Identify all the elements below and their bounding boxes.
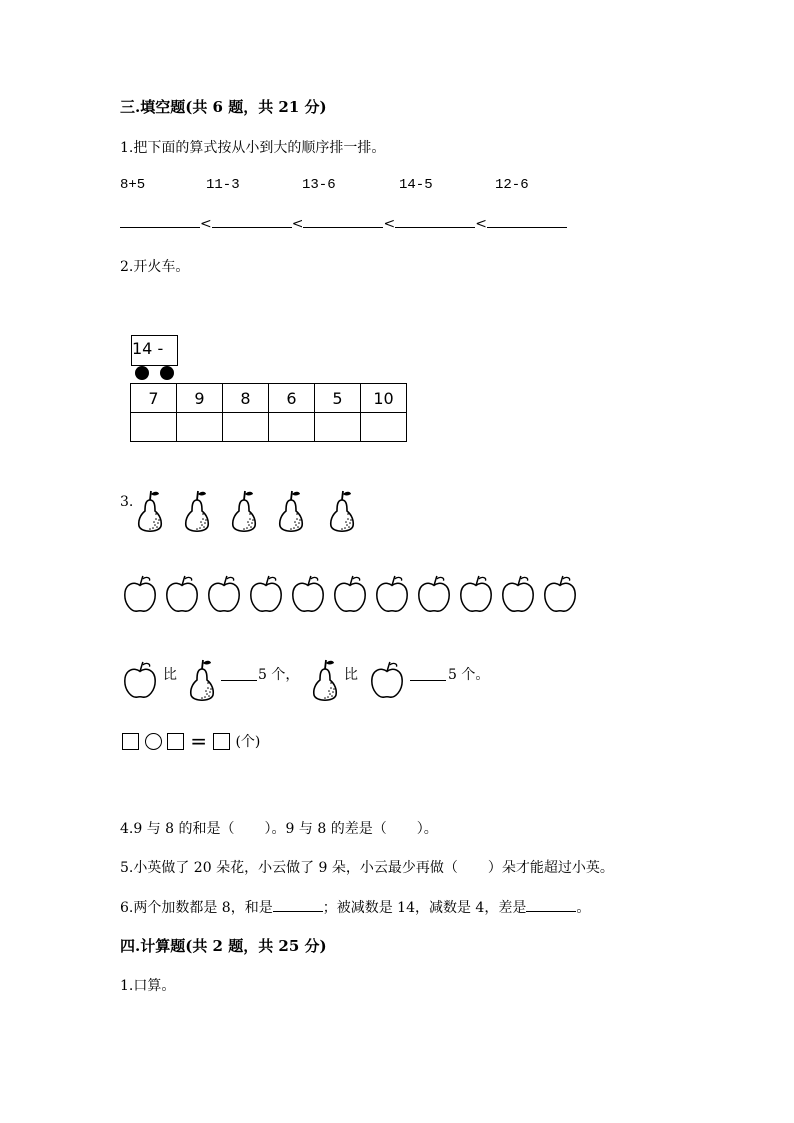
q3-number: 3. — [120, 494, 134, 510]
apple-icon — [163, 573, 201, 615]
train-wheel-left — [135, 366, 149, 380]
pear-icon — [177, 487, 217, 535]
q1-expr-2: 11-3 — [206, 177, 240, 193]
train-engine — [131, 335, 178, 366]
less-than: < — [200, 216, 212, 232]
q1-order-line — [120, 216, 567, 232]
less-than: < — [475, 216, 487, 232]
train-car-number: 6 — [269, 384, 315, 413]
apple-icon — [368, 659, 406, 701]
section-4-title: 四.计算题(共 2 题，共 25 分) — [120, 937, 327, 955]
q2-text: 2.开火车。 — [120, 259, 190, 275]
apple-icon — [289, 573, 327, 615]
train-answer-cell[interactable] — [131, 413, 177, 442]
q3-equation — [122, 729, 260, 753]
less-than: < — [383, 216, 396, 232]
q1-expr-5: 12-6 — [495, 177, 529, 193]
q5-part-1: 5.小英做了 20 朵花，小云做了 9 朵，小云最少再做（ — [120, 860, 458, 876]
pear-icon — [224, 487, 264, 535]
pear-icon — [322, 487, 362, 535]
train-car-number: 8 — [223, 384, 269, 413]
q3-blank-1[interactable] — [221, 666, 257, 681]
q1-blank-3[interactable] — [303, 227, 383, 228]
q1-expr-4: 14-5 — [399, 177, 433, 193]
q3-bi-2: 比 — [344, 667, 358, 683]
apple-icon — [205, 573, 243, 615]
train-car-number: 9 — [177, 384, 223, 413]
apple-icon — [373, 573, 411, 615]
apple-icon — [121, 573, 159, 615]
equals-sign: = — [190, 729, 207, 753]
pear-icon — [305, 656, 345, 704]
pear-icon — [182, 656, 222, 704]
q1-blank-5[interactable] — [487, 227, 567, 228]
q3-bi-1: 比 — [163, 667, 177, 683]
q6-part-1: 6.两个加数都是 8，和是 — [120, 900, 273, 916]
train-cars — [130, 383, 407, 442]
q6-part-2: ；被减数是 14，减数是 4，差是 — [322, 900, 527, 916]
q3-blank-2[interactable] — [410, 666, 446, 681]
q1-blank-1[interactable] — [120, 227, 200, 228]
answer-box[interactable] — [167, 733, 184, 750]
q4-part-2: ）。9 与 8 的差是（ — [264, 821, 387, 837]
q4-text — [120, 818, 438, 838]
q5-part-2: ）朵才能超过小英。 — [487, 860, 614, 876]
train-engine-label: 14 - — [132, 339, 164, 358]
train-answer-cell[interactable] — [223, 413, 269, 442]
apple-icon — [121, 659, 159, 701]
train-car-number: 10 — [361, 384, 407, 413]
less-than: < — [291, 216, 304, 232]
q5-text — [120, 857, 614, 877]
train-answer-cell[interactable] — [315, 413, 361, 442]
train-answer-cell[interactable] — [177, 413, 223, 442]
train-answer-cell[interactable] — [269, 413, 315, 442]
section-4-q1: 1.口算。 — [120, 978, 176, 994]
q1-text: 1.把下面的算式按从小到大的顺序排一排。 — [120, 140, 386, 156]
q3-count-1: 5 个， — [258, 667, 300, 683]
train-car-number: 7 — [131, 384, 177, 413]
apple-icon — [541, 573, 579, 615]
q6-blank-1[interactable] — [273, 911, 323, 912]
pear-icon — [271, 487, 311, 535]
section-3-title: 三.填空题(共 6 题，共 21 分) — [120, 98, 327, 116]
q1-expr-3: 13-6 — [302, 177, 336, 193]
train-car-number: 5 — [315, 384, 361, 413]
q4-part-1: 4.9 与 8 的和是（ — [120, 821, 235, 837]
q6-part-3: 。 — [576, 900, 591, 916]
q1-blank-4[interactable] — [395, 227, 475, 228]
q4-part-3: ）。 — [416, 821, 438, 837]
q6-blank-2[interactable] — [526, 911, 576, 912]
train-wheel-right — [160, 366, 174, 380]
q6-text — [120, 897, 590, 917]
operator-circle[interactable] — [145, 733, 162, 750]
q1-expr-1: 8+5 — [120, 177, 146, 193]
apple-icon — [415, 573, 453, 615]
apple-icon — [457, 573, 495, 615]
pear-icon — [130, 487, 170, 535]
answer-box[interactable] — [122, 733, 139, 750]
q3-count-2: 5 个。 — [448, 667, 490, 683]
apple-icon — [247, 573, 285, 615]
answer-box[interactable] — [213, 733, 230, 750]
train-answer-cell[interactable] — [361, 413, 407, 442]
apple-icon — [331, 573, 369, 615]
q1-blank-2[interactable] — [212, 227, 292, 228]
apple-icon — [499, 573, 537, 615]
unit-label: (个) — [235, 734, 261, 750]
